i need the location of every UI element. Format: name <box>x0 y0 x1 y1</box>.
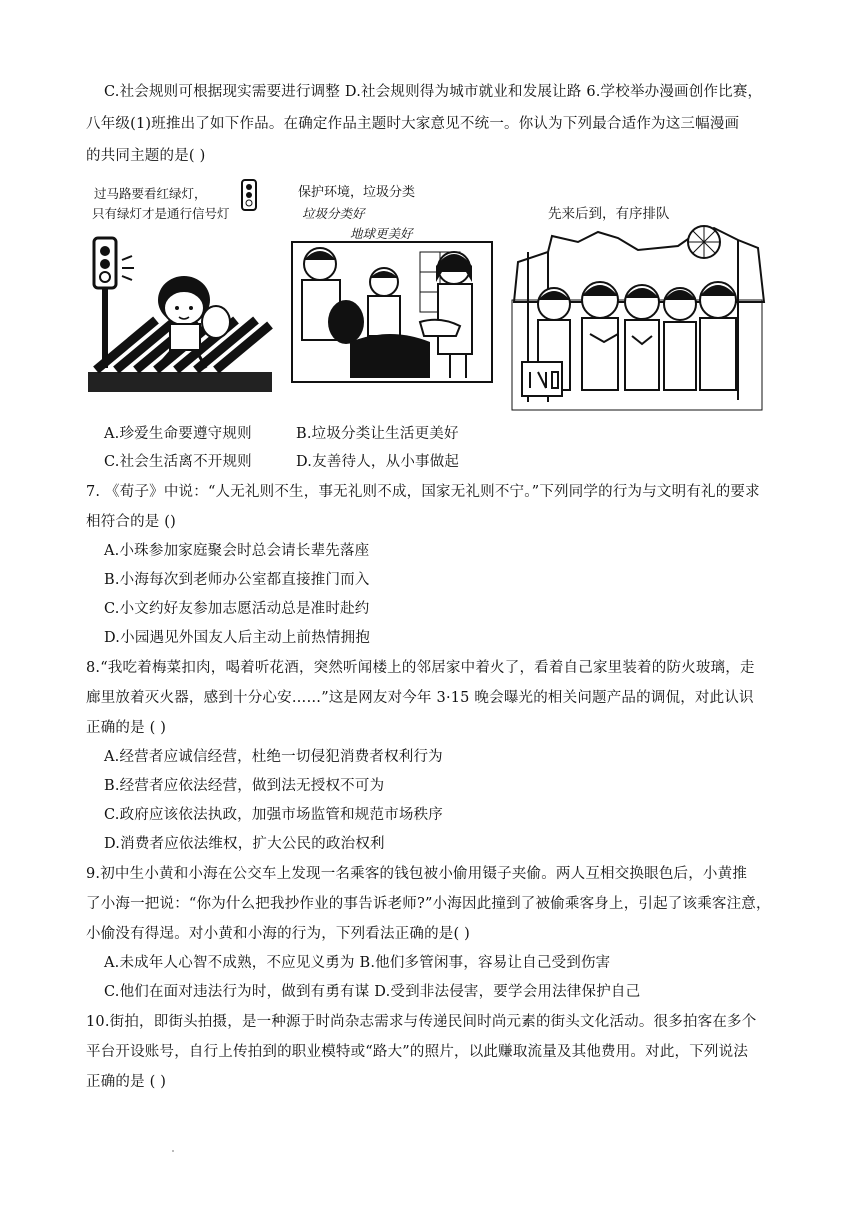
comic3-caption-1: 先来后到，有序排队 <box>548 206 670 222</box>
comic1-caption-2: 只有绿灯才是通行信号灯 <box>92 206 230 221</box>
q6-option-a: A.珍爱生命要遵守规则 <box>104 426 252 442</box>
q6-line-2: 八年级(1)班推出了如下作品。在确定作品主题时大家意见不统一。你认为下列最合适作为这三幅漫画 <box>86 116 740 132</box>
q6-line-3: 的共同主题的是( ) <box>86 148 206 164</box>
q10-line-1: 10.街拍，即街头拍摄，是一种源于时尚杂志需求与传递民间时尚元素的街头文化活动。很多拍客在多个 <box>86 1014 757 1030</box>
q8-option-c: C.政府应该依法执政，加强市场监管和规范市场秩序 <box>104 807 443 823</box>
comic-garbage-sorting <box>290 172 494 386</box>
comic-traffic-light <box>86 172 276 396</box>
q7-line-1: 7. 《荀子》中说：“人无礼则不生，事无礼则不成，国家无礼则不宁。”下列同学的行为与文明有礼的要求 <box>86 484 760 500</box>
q8-option-b: B.经营者应依法经营，做到法无授权不可为 <box>104 778 385 794</box>
q8-option-a: A.经营者应诚信经营，杜绝一切侵犯消费者权利行为 <box>104 749 443 765</box>
q9-line-2: 了小海一把说：“你为什么把我抄作业的事告诉老师?”小海因此撞到了被偷乘客身上，引起了该乘客注意， <box>86 896 771 912</box>
q6-option-c: C.社会生活离不开规则 <box>104 454 252 470</box>
comic1-caption-1: 过马路要看红绿灯， <box>94 186 207 201</box>
comic2-caption-3: 地球更美好 <box>350 226 413 241</box>
q6-option-d: D.友善待人，从小事做起 <box>296 454 460 470</box>
q8-line-1: 8.“我吃着梅菜扣肉，喝着听花酒，突然听闻楼上的邻居家中着火了，看着自己家里装着的防火玻璃，走 <box>86 660 755 676</box>
q7-option-c: C.小文约好友参加志愿活动总是准时赴约 <box>104 601 370 617</box>
q8-option-d: D.消费者应依法维权，扩大公民的政治权利 <box>104 836 385 852</box>
q8-line-2: 廊里放着灭火器，感到十分心安……”这是网友对今年 3·15 晚会曝光的相关问题产品的调侃，对此认识 <box>86 690 754 706</box>
page-speck <box>172 1150 174 1152</box>
q7-option-b: B.小海每次到老师办公室都直接推门而入 <box>104 572 370 588</box>
q10-line-3: 正确的是 ( ) <box>86 1074 167 1090</box>
q9-line-1: 9.初中生小黄和小海在公交车上发现一名乘客的钱包被小偷用镊子夹偷。两人互相交换眼色后，小黄推 <box>86 866 748 882</box>
q7-option-d: D.小园遇见外国友人后主动上前热情拥抱 <box>104 630 371 646</box>
q9-line-3: 小偷没有得逞。对小黄和小海的行为，下列看法正确的是( ) <box>86 926 471 942</box>
q8-line-3: 正确的是 ( ) <box>86 720 167 736</box>
comic2-caption-1: 保护环境，垃圾分类 <box>298 185 416 200</box>
comic2-caption-2: 垃圾分类好 <box>302 206 365 221</box>
comic-queueing <box>508 192 766 412</box>
q10-line-2: 平台开设账号，自行上传拍到的职业模特或“路大”的照片，以此赚取流量及其他费用。对此，下列说法 <box>86 1044 749 1060</box>
q9-option-cd: C.他们在面对违法行为时，做到有勇有谋 D.受到非法侵害，要学会用法律保护自己 <box>104 984 641 1000</box>
q6-option-b: B.垃圾分类让生活更美好 <box>296 426 459 442</box>
q7-option-a: A.小珠参加家庭聚会时总会请长辈先落座 <box>104 543 370 559</box>
q9-option-ab: A.未成年人心智不成熟，不应见义勇为 B.他们多管闲事，容易让自己受到伤害 <box>104 955 611 971</box>
q6-line-1: C.社会规则可根据现实需要进行调整 D.社会规则得为城市就业和发展让路 6.学校举办漫画创作比赛， <box>104 84 763 100</box>
q7-line-2: 相符合的是 () <box>86 514 177 530</box>
